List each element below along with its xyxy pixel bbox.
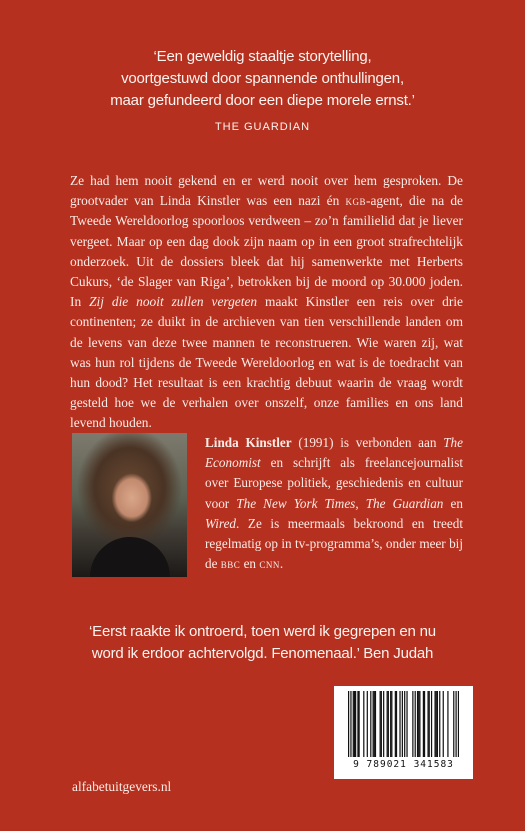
bio-text: , bbox=[355, 495, 366, 511]
barcode-bar bbox=[447, 691, 448, 757]
barcode-bar bbox=[434, 691, 435, 757]
barcode-bar bbox=[388, 691, 389, 757]
barcode-bar bbox=[359, 691, 360, 757]
blurb-kgb: kgb bbox=[345, 193, 367, 209]
barcode-bar bbox=[375, 691, 376, 757]
publisher-website[interactable]: alfabetuitgevers.nl bbox=[72, 779, 172, 794]
barcode-bars bbox=[348, 691, 459, 757]
bottom-quote-line: ‘Eerst raakte ik ontroerd, toen werd ik gegrepen en nu bbox=[89, 623, 436, 640]
barcode-bar bbox=[443, 691, 444, 757]
barcode-bar bbox=[380, 691, 381, 757]
blurb-text: -agent, die na de Tweede Wereldoorlog spoorloos verdween – zo’n familielid dat je liever vergeet. Maar op een dag dook zijn naam op in een groot strafrechtelijk onderzoek. Uit de dossiers bleek dat hij samenwerkte met Herberts Cukurs, ‘de Slager van Riga’, betrokken bij de moord op 30.000 joden. In bbox=[70, 193, 463, 310]
barcode-bar bbox=[396, 691, 397, 757]
barcode-bar bbox=[350, 691, 351, 757]
barcode-bar bbox=[406, 691, 407, 757]
barcode-bar bbox=[455, 691, 456, 757]
bio-publication: The Guardian bbox=[365, 495, 444, 511]
barcode-bar bbox=[374, 691, 375, 757]
barcode-bar bbox=[415, 691, 416, 757]
barcode-bar bbox=[431, 691, 432, 757]
barcode-bar bbox=[387, 691, 388, 757]
barcode-bar bbox=[402, 691, 403, 757]
bio-publication: The New York Times bbox=[236, 495, 356, 511]
barcode-bar bbox=[439, 691, 440, 757]
barcode-bar bbox=[427, 691, 428, 757]
author-bio bbox=[205, 433, 463, 574]
bottom-quote-line: word ik erdoor achtervolgd. Fenomenaal.’ Ben Judah bbox=[91, 645, 434, 662]
barcode-bar bbox=[348, 691, 349, 757]
top-quote-line: ‘Een geweldig staaltje storytelling, bbox=[153, 48, 372, 65]
author-photo bbox=[72, 433, 187, 577]
barcode-bar bbox=[395, 691, 396, 757]
barcode-bar bbox=[354, 691, 355, 757]
blurb-paragraph bbox=[70, 171, 463, 434]
isbn-number: 9 789021 341583 bbox=[353, 759, 454, 770]
blurb-text: maakt Kinstler een reis over drie continenten; ze duikt in de archieven van tien verschillende landen om de levens van deze twee mannen te reconstrueren. Wie waren zij, wat was hun rol tijdens de Tweede Wereldoorlog en wat is de toedracht van hun dood? Het resultaat is een krachtig debuut waarin de vraag wordt gesteld hoe we de verhalen over onszelf, onze families en ons land levend houden. bbox=[70, 294, 463, 431]
barcode-bar bbox=[390, 691, 391, 757]
quote-attribution: THE GUARDIAN bbox=[214, 121, 311, 133]
barcode-bar bbox=[424, 691, 425, 757]
author-photo-body bbox=[90, 537, 170, 577]
barcode-bar bbox=[429, 691, 430, 757]
top-quote-line: maar gefundeerd door een diepe morele ernst.’ bbox=[110, 92, 415, 109]
barcode-bar bbox=[383, 691, 384, 757]
bio-text: en bbox=[443, 495, 463, 511]
bio-text: en schrijft als freelancejournalist over Europese politiek, geschiedenis en cultuur voor bbox=[205, 455, 463, 511]
barcode-bar bbox=[412, 691, 413, 757]
barcode-bar bbox=[373, 691, 374, 757]
book-blurb bbox=[70, 171, 463, 434]
bio-text: en bbox=[240, 556, 260, 572]
top-quote-line: voortgestuwd door spannende onthullingen, bbox=[121, 70, 404, 87]
bio-text: . bbox=[279, 556, 284, 572]
book-title: Zij die nooit zullen vergeten bbox=[89, 294, 258, 310]
barcode-bar bbox=[367, 691, 368, 757]
barcode-bar bbox=[437, 691, 438, 757]
barcode-bar bbox=[363, 691, 364, 757]
barcode-bar bbox=[418, 691, 419, 757]
author-year: (1991) bbox=[291, 435, 334, 450]
bottom-quote bbox=[0, 621, 525, 665]
barcode-bar bbox=[355, 691, 356, 757]
barcode-bar bbox=[357, 691, 358, 757]
barcode-bar bbox=[404, 691, 405, 757]
barcode-bar bbox=[419, 691, 420, 757]
blurb-text: Ze had hem nooit gekend en er werd nooit over hem gesproken. De grootvader van Linda Kinstler was een nazi én bbox=[70, 173, 463, 209]
barcode-bar bbox=[353, 691, 354, 757]
bio-cnn: cnn bbox=[259, 556, 280, 572]
barcode-bar bbox=[458, 691, 459, 757]
barcode-bar bbox=[399, 691, 400, 757]
barcode-bar bbox=[391, 691, 392, 757]
bio-text: is verbonden aan bbox=[333, 435, 444, 450]
bio-bbc: bbc bbox=[220, 556, 241, 572]
author-name: Linda Kinstler bbox=[205, 435, 292, 450]
bio-publication: The Economist bbox=[205, 435, 463, 471]
barcode-bar bbox=[436, 691, 437, 757]
top-quote bbox=[0, 46, 525, 138]
bio-text: . Ze is meermaals bekroond en treedt regelmatig op in tv-programma’s, onder meer bij de bbox=[205, 515, 463, 572]
bio-publication: Wired bbox=[205, 515, 237, 531]
barcode-bar bbox=[370, 691, 371, 757]
barcode-bar bbox=[381, 691, 382, 757]
barcode-bar bbox=[417, 691, 418, 757]
isbn-barcode bbox=[334, 686, 473, 779]
barcode-bar bbox=[423, 691, 424, 757]
barcode-bar bbox=[453, 691, 454, 757]
